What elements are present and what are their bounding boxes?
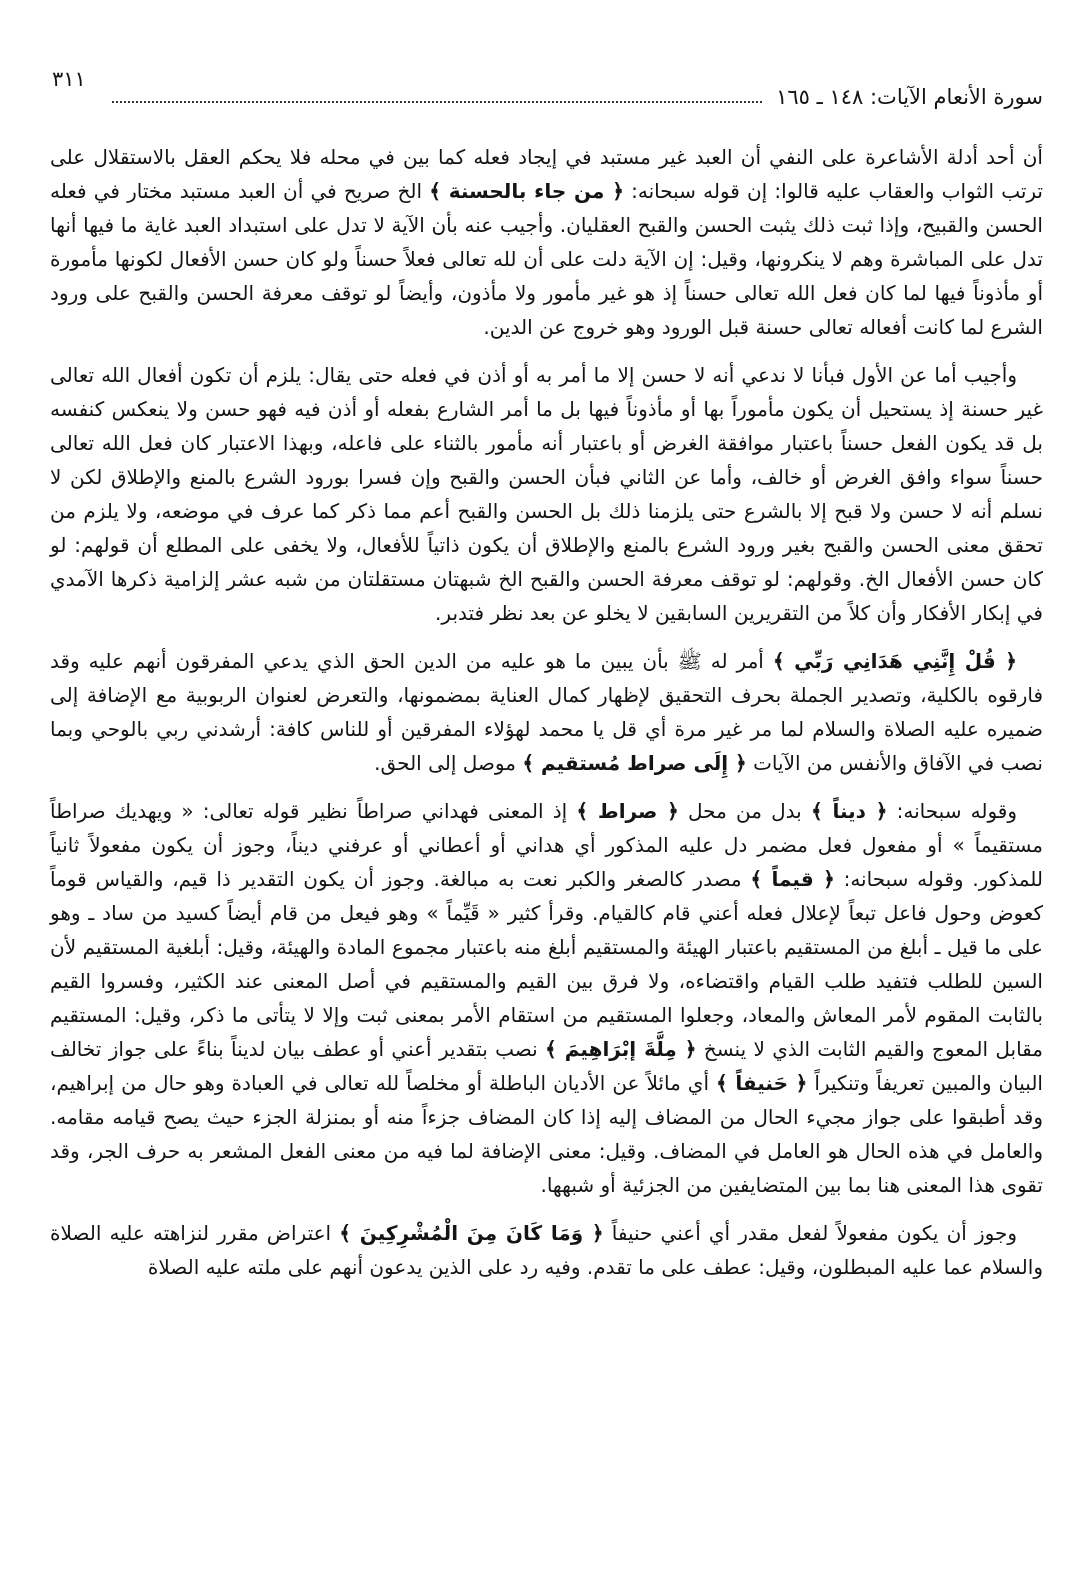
dotted-leader bbox=[112, 101, 762, 103]
page-header bbox=[52, 66, 1043, 112]
commentary-text: موصل إلى الحق. bbox=[374, 751, 523, 775]
quran-quote: ﴿ صراط ﴾ bbox=[576, 799, 679, 823]
quran-quote: ﴿ حَنيفاً ﴾ bbox=[716, 1071, 808, 1095]
commentary-text: وأجيب أما عن الأول فبأنا لا ندعي أنه لا حسن إلا ما أمر به أو أذن في فعله حتى يقال: يلزم أن تكون أفعال الله تعالى غير حسنة إذ يستحيل أن يكون مأموراً بها أو مأذوناً فيها بل ما أمر الشارع بفعله أو أذن فيه فهو حسن ولا ينعكس كنفسه بل قد يكون الفعل حسناً باعتبار موافقة الغرض أو باعتبار أنه مأمور بالثناء على فاعله، وبهذا الاعتبار كان فعل الله تعالى حسناً سواء وافق الغرض أو خالف، وأما عن الثاني فبأن الحسن والقبح وإن فسرا بورود الشرع بالمنع والإطلاق لكن لا نسلم أنه لا حسن ولا قبح إلا بالشرع حتى يلزمنا ذلك بل الحسن والقبح أعم مما ذكر كما عرف في موضعه، ولا يلزم من تحقق معنى الحسن والقبح بغير ورود الشرع بالمنع والإطلاق أن يكون ذاتياً للأفعال، ولا يخفى على المطلع أن قولهم: لو كان حسن الأفعال الخ. وقولهم: لو توقف معرفة الحسن والقبح الخ شبهتان مستقلتان من شبه عشر إلزامية ذكرها الآمدي في إبكار الأفكار وأن كلاً من التقريرين السابقين لا يخلو عن بعد نظر فتدبر. bbox=[50, 363, 1043, 625]
commentary-text: وجوز أن يكون مفعولاً لفعل مقدر أي أعني حنيفاً bbox=[603, 1221, 1017, 1245]
commentary-text: وقوله سبحانه: bbox=[887, 799, 1018, 823]
quran-quote: ﴿ من جاء بالحسنة ﴾ bbox=[429, 179, 624, 203]
commentary-text: أمر له ﷺ بأن يبين ما هو عليه من الدين الحق الذي يدعي المفرقون أنهم عليه وقد فارقوه بالكلية، وتصدير الجملة بحرف التحقيق لإظهار كمال العناية بمضمونها، والتعرض لعنوان الربوبية مع الإضافة إلى ضميره عليه الصلاة والسلام لما مر غير مرة أي قل يا محمد لهؤلاء المفرقين أو للناس كافة: أرشدني ربي بالوحي وبما نصب في الآفاق والأنفس من الآيات bbox=[50, 649, 1043, 775]
quran-quote: ﴿ مِلَّةَ إبْرَاهِيمَ ﴾ bbox=[545, 1037, 697, 1061]
quran-quote: ﴿ إِلَى صراط مُستقيم ﴾ bbox=[522, 751, 747, 775]
page-number: ٣١١ bbox=[52, 67, 86, 91]
paragraph-3 bbox=[50, 644, 1043, 780]
commentary-body bbox=[50, 140, 1043, 1298]
quran-quote: ﴿ ديناً ﴾ bbox=[810, 799, 888, 823]
commentary-text: أي مائلاً عن الأديان الباطلة أو مخلصاً لله تعالى في العبادة وهو حال من إبراهيم، وقد أطبقوا على جواز مجيء الحال من المضاف إليه إذا كان المضاف جزءاً منه أو بمنزلة الجزء حيث يصح قيامه مقامه. والعامل في هذه الحال هو العامل في المضاف. وقيل: معنى الإضافة لما فيه من معنى الفعل المشعر به حرف الجر، وقد تقوى هذا المعنى هنا بما بين المتضايفين من الجزئية أو شبهها. bbox=[50, 1071, 1043, 1197]
paragraph-4 bbox=[50, 794, 1043, 1202]
commentary-text: أن أحد أدلة الأشاعرة على النفي أن العبد غير مستبد في إيجاد فعله كما بين في محله فلا يحكم العقل بالاستقلال على ترتب الثواب والعقاب عليه قالوا: إن قوله سبحانه: bbox=[50, 145, 1044, 203]
commentary-text: الخ صريح في أن العبد مستبد مختار في فعله الحسن والقبيح، وإذا ثبت ذلك يثبت الحسن والقبح العقليان. وأجيب عنه بأن الآية لا تدل على استبداد العبد غاية ما فيها أنها تدل على المباشرة وهم لا ينكرونها، وقيل: إن الآية دلت على أن لله تعالى فعلاً حسناً ولو كان حسن الأفعال لكونها مأمورة أو مأذوناً فيها لما كان فعل الله تعالى حسناً إذ هو غير مأمور ولا مأذون، وأيضاً لو توقف معرفة الحسن والقبح على ورود الشرع لما كانت أفعاله تعالى حسنة قبل الورود وهو خروج عن الدين. bbox=[50, 179, 1043, 339]
quran-quote: ﴿ وَمَا كَانَ مِنَ الْمُشْرِكِينَ ﴾ bbox=[339, 1221, 604, 1245]
commentary-text: إذ المعنى فهداني صراطاً نظير قوله تعالى: « ويهديك صراطاً مستقيماً » أو مفعول فعل مضمر دل عليه المذكور أي هداني أو أعطاني أو عرفني ديناً، وجوز أن يكون مفعولاً ثانياً للمذكور. وقوله سبحانه: bbox=[50, 799, 1043, 891]
commentary-text: بدل من محل bbox=[678, 799, 811, 823]
commentary-text: اعتراض مقرر لنزاهته عليه الصلاة والسلام عما عليه المبطلون، وقيل: عطف على ما تقدم. وفيه رد على الذين يدعون أنهم على ملته عليه الصلاة bbox=[50, 1221, 1043, 1279]
commentary-text: مصدر كالصغر والكبر نعت به مبالغة. وجوز أن يكون التقدير ذا قيم، والقياس قوماً كعوض وحول فاعل تبعاً لإعلال فعله أعني قام كالقيام. وقرأ كثير « قَيِّماً » وهو فيعل من قام أيضاً كسيد من ساد ـ وهو على ما قيل ـ أبلغ من المستقيم باعتبار الهيئة والمستقيم أبلغ منه باعتبار مجموع المادة والهيئة، وقيل: أبلغية المستقيم لأن السين للطلب فتفيد طلب القيام واقتضاءه، ولا فرق بين القيم والمستقيم في أصل المعنى عند الكثير، وفسروا القيم بالثابت المقوم لأمر المعاش والمعاد، وجعلوا المستقيم من استقام الأمر بمعنى ثبت وإلا لا يتأتى ما ذكر، وقيل: المستقيم مقابل المعوج والقيم الثابت الذي لا ينسخ bbox=[50, 867, 1044, 1061]
quran-quote: ﴿ قُلْ إِنَّنِي هَدَانِي رَبِّي ﴾ bbox=[772, 649, 1018, 673]
paragraph-1 bbox=[50, 140, 1043, 344]
quran-quote: ﴿ قيماً ﴾ bbox=[750, 867, 835, 891]
paragraph-2 bbox=[50, 358, 1043, 630]
paragraph-5 bbox=[50, 1216, 1043, 1284]
surah-title: سورة الأنعام الآيات: ١٤٨ ـ ١٦٥ bbox=[776, 85, 1043, 109]
commentary-text: نصب بتقدير أعني أو عطف بيان لديناً بناءً على جواز تخالف البيان والمبين تعريفاً وتنكيراً bbox=[50, 1037, 1043, 1095]
